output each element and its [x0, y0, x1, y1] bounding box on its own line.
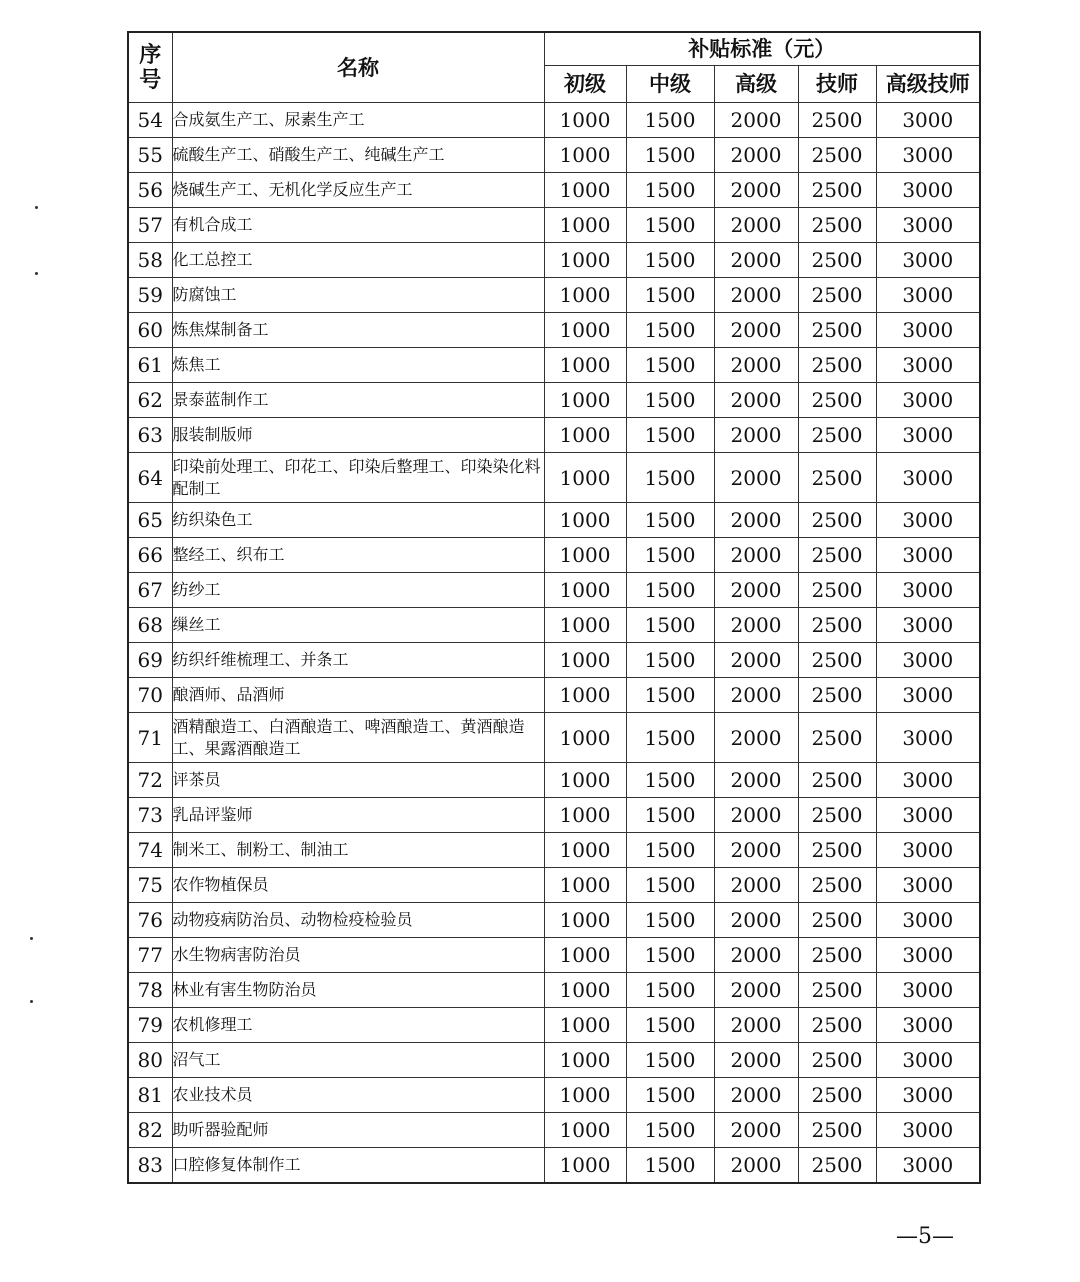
table-row: [128, 833, 980, 868]
row-value-senior: 2000: [714, 833, 798, 868]
row-seq: 78: [128, 973, 172, 1008]
header-subsidy-standard: 补贴标准（元）: [544, 32, 980, 66]
row-value-senior-technician: 3000: [876, 608, 980, 643]
table-row: [128, 938, 980, 973]
row-name: 硫酸生产工、硝酸生产工、纯碱生产工: [172, 138, 544, 173]
row-seq: 65: [128, 503, 172, 538]
row-value-senior: 2000: [714, 208, 798, 243]
row-value-technician: 2500: [798, 103, 876, 138]
row-value-technician: 2500: [798, 1113, 876, 1148]
table-row: [128, 418, 980, 453]
header-seq: [128, 32, 172, 103]
row-value-junior: 1000: [544, 243, 626, 278]
row-value-senior-technician: 3000: [876, 973, 980, 1008]
row-value-technician: 2500: [798, 868, 876, 903]
row-value-senior-technician: 3000: [876, 868, 980, 903]
table-row: [128, 173, 980, 208]
row-name: 沼气工: [172, 1043, 544, 1078]
table-row: [128, 1113, 980, 1148]
row-value-senior-technician: 3000: [876, 1078, 980, 1113]
row-name: 酿酒师、品酒师: [172, 678, 544, 713]
row-value-senior: 2000: [714, 1008, 798, 1043]
row-value-junior: 1000: [544, 763, 626, 798]
row-value-technician: 2500: [798, 138, 876, 173]
row-value-technician: 2500: [798, 1043, 876, 1078]
row-value-senior: 2000: [714, 138, 798, 173]
row-seq: 83: [128, 1148, 172, 1183]
row-value-senior: 2000: [714, 538, 798, 573]
row-name: 农业技术员: [172, 1078, 544, 1113]
table-row: [128, 538, 980, 573]
row-value-senior: 2000: [714, 868, 798, 903]
row-seq: 82: [128, 1113, 172, 1148]
table-row: [128, 798, 980, 833]
table-row: [128, 313, 980, 348]
table-row: [128, 1148, 980, 1183]
row-value-senior-technician: 3000: [876, 763, 980, 798]
row-value-technician: 2500: [798, 643, 876, 678]
row-value-technician: 2500: [798, 798, 876, 833]
row-value-junior: 1000: [544, 278, 626, 313]
row-value-junior: 1000: [544, 313, 626, 348]
row-value-junior: 1000: [544, 1008, 626, 1043]
row-seq: 73: [128, 798, 172, 833]
row-value-technician: 2500: [798, 1148, 876, 1183]
row-value-senior: 2000: [714, 313, 798, 348]
header-level-intermediate: 中级: [626, 66, 714, 103]
row-seq: 79: [128, 1008, 172, 1043]
row-seq: 67: [128, 573, 172, 608]
row-name: 林业有害生物防治员: [172, 973, 544, 1008]
header-level-technician: 技师: [798, 66, 876, 103]
row-value-technician: 2500: [798, 503, 876, 538]
row-value-intermediate: 1500: [626, 243, 714, 278]
row-name: 水生物病害防治员: [172, 938, 544, 973]
row-name: 防腐蚀工: [172, 278, 544, 313]
row-value-junior: 1000: [544, 173, 626, 208]
row-name: 炼焦煤制备工: [172, 313, 544, 348]
row-value-intermediate: 1500: [626, 573, 714, 608]
row-value-senior-technician: 3000: [876, 1148, 980, 1183]
row-value-junior: 1000: [544, 938, 626, 973]
row-name: 纺织纤维梳理工、并条工: [172, 643, 544, 678]
row-value-intermediate: 1500: [626, 383, 714, 418]
row-value-intermediate: 1500: [626, 1113, 714, 1148]
row-value-junior: 1000: [544, 868, 626, 903]
row-value-senior-technician: 3000: [876, 713, 980, 763]
table-row: [128, 243, 980, 278]
row-seq: 72: [128, 763, 172, 798]
row-name: 动物疫病防治员、动物检疫检验员: [172, 903, 544, 938]
row-seq: 74: [128, 833, 172, 868]
row-value-technician: 2500: [798, 453, 876, 503]
row-value-senior-technician: 3000: [876, 138, 980, 173]
row-value-intermediate: 1500: [626, 313, 714, 348]
row-seq: 80: [128, 1043, 172, 1078]
row-value-junior: 1000: [544, 798, 626, 833]
row-value-technician: 2500: [798, 763, 876, 798]
row-seq: 59: [128, 278, 172, 313]
row-value-technician: 2500: [798, 383, 876, 418]
row-value-technician: 2500: [798, 903, 876, 938]
table-row: [128, 573, 980, 608]
table-row: [128, 138, 980, 173]
row-seq: 77: [128, 938, 172, 973]
row-value-technician: 2500: [798, 348, 876, 383]
scan-speck: [35, 206, 38, 209]
row-seq: 64: [128, 453, 172, 503]
row-value-senior-technician: 3000: [876, 1113, 980, 1148]
row-value-senior: 2000: [714, 1148, 798, 1183]
row-value-technician: 2500: [798, 833, 876, 868]
row-value-senior: 2000: [714, 173, 798, 208]
scan-speck: [30, 937, 33, 940]
header-level-senior-technician: 高级技师: [876, 66, 980, 103]
row-value-senior-technician: 3000: [876, 678, 980, 713]
row-seq: 60: [128, 313, 172, 348]
table-row: [128, 278, 980, 313]
row-value-senior-technician: 3000: [876, 938, 980, 973]
table-row: [128, 903, 980, 938]
row-value-senior: 2000: [714, 243, 798, 278]
row-value-intermediate: 1500: [626, 1078, 714, 1113]
row-seq: 54: [128, 103, 172, 138]
row-value-intermediate: 1500: [626, 278, 714, 313]
table-row: [128, 678, 980, 713]
row-value-senior: 2000: [714, 573, 798, 608]
row-value-intermediate: 1500: [626, 763, 714, 798]
row-value-senior: 2000: [714, 903, 798, 938]
scan-speck: [35, 272, 38, 275]
row-value-senior-technician: 3000: [876, 798, 980, 833]
row-value-senior-technician: 3000: [876, 833, 980, 868]
row-seq: 81: [128, 1078, 172, 1113]
row-value-senior: 2000: [714, 643, 798, 678]
row-value-technician: 2500: [798, 973, 876, 1008]
row-name: 农作物植保员: [172, 868, 544, 903]
row-value-technician: 2500: [798, 1078, 876, 1113]
row-name: 印染前处理工、印花工、印染后整理工、印染染化料配制工: [172, 453, 544, 503]
row-value-intermediate: 1500: [626, 903, 714, 938]
row-name: 酒精酿造工、白酒酿造工、啤酒酿造工、黄酒酿造工、果露酒酿造工: [172, 713, 544, 763]
row-value-intermediate: 1500: [626, 868, 714, 903]
row-value-junior: 1000: [544, 138, 626, 173]
row-value-junior: 1000: [544, 103, 626, 138]
row-value-junior: 1000: [544, 573, 626, 608]
table-row: [128, 608, 980, 643]
row-value-junior: 1000: [544, 208, 626, 243]
row-value-senior: 2000: [714, 1078, 798, 1113]
row-value-senior: 2000: [714, 1113, 798, 1148]
row-value-senior-technician: 3000: [876, 453, 980, 503]
row-value-intermediate: 1500: [626, 973, 714, 1008]
row-value-junior: 1000: [544, 1043, 626, 1078]
row-name: 整经工、织布工: [172, 538, 544, 573]
row-value-intermediate: 1500: [626, 538, 714, 573]
row-value-junior: 1000: [544, 903, 626, 938]
row-value-senior-technician: 3000: [876, 103, 980, 138]
row-value-junior: 1000: [544, 973, 626, 1008]
row-value-technician: 2500: [798, 313, 876, 348]
row-value-junior: 1000: [544, 643, 626, 678]
row-value-intermediate: 1500: [626, 503, 714, 538]
row-value-senior-technician: 3000: [876, 643, 980, 678]
row-name: 化工总控工: [172, 243, 544, 278]
row-value-senior-technician: 3000: [876, 1043, 980, 1078]
row-name: 有机合成工: [172, 208, 544, 243]
row-value-intermediate: 1500: [626, 173, 714, 208]
row-name: 烧碱生产工、无机化学反应生产工: [172, 173, 544, 208]
row-value-technician: 2500: [798, 1008, 876, 1043]
table-row: [128, 713, 980, 763]
header-row-top: [128, 32, 980, 66]
row-value-junior: 1000: [544, 1113, 626, 1148]
row-seq: 57: [128, 208, 172, 243]
row-value-senior: 2000: [714, 503, 798, 538]
row-seq: 76: [128, 903, 172, 938]
row-name: 纺纱工: [172, 573, 544, 608]
row-seq: 69: [128, 643, 172, 678]
row-seq: 56: [128, 173, 172, 208]
table-row: [128, 383, 980, 418]
row-name: 助听器验配师: [172, 1113, 544, 1148]
row-value-senior: 2000: [714, 103, 798, 138]
row-value-intermediate: 1500: [626, 833, 714, 868]
table-row: [128, 643, 980, 678]
row-value-senior: 2000: [714, 798, 798, 833]
row-seq: 55: [128, 138, 172, 173]
row-value-technician: 2500: [798, 418, 876, 453]
row-value-senior-technician: 3000: [876, 538, 980, 573]
header-level-junior: 初级: [544, 66, 626, 103]
subsidy-standard-table: [127, 31, 981, 1184]
row-value-intermediate: 1500: [626, 1008, 714, 1043]
row-value-senior: 2000: [714, 678, 798, 713]
row-seq: 58: [128, 243, 172, 278]
row-value-intermediate: 1500: [626, 608, 714, 643]
table-row: [128, 453, 980, 503]
row-value-junior: 1000: [544, 713, 626, 763]
header-name: 名称: [172, 32, 544, 103]
table-row: [128, 1043, 980, 1078]
row-value-senior-technician: 3000: [876, 383, 980, 418]
row-seq: 68: [128, 608, 172, 643]
row-value-junior: 1000: [544, 833, 626, 868]
row-value-senior-technician: 3000: [876, 173, 980, 208]
header-seq-label: 序号: [139, 42, 162, 93]
row-value-intermediate: 1500: [626, 643, 714, 678]
row-value-senior: 2000: [714, 973, 798, 1008]
row-name: 缫丝工: [172, 608, 544, 643]
row-seq: 63: [128, 418, 172, 453]
row-value-senior-technician: 3000: [876, 903, 980, 938]
row-name: 合成氨生产工、尿素生产工: [172, 103, 544, 138]
table-body: [128, 103, 980, 1183]
row-value-intermediate: 1500: [626, 348, 714, 383]
row-value-senior: 2000: [714, 608, 798, 643]
row-value-technician: 2500: [798, 573, 876, 608]
row-value-senior: 2000: [714, 1043, 798, 1078]
row-name: 乳品评鉴师: [172, 798, 544, 833]
row-value-senior: 2000: [714, 418, 798, 453]
row-value-senior: 2000: [714, 278, 798, 313]
row-value-senior-technician: 3000: [876, 208, 980, 243]
row-value-intermediate: 1500: [626, 938, 714, 973]
row-value-technician: 2500: [798, 278, 876, 313]
row-value-senior-technician: 3000: [876, 503, 980, 538]
table-row: [128, 868, 980, 903]
row-value-intermediate: 1500: [626, 713, 714, 763]
row-value-senior: 2000: [714, 763, 798, 798]
table-row: [128, 1078, 980, 1113]
row-value-technician: 2500: [798, 938, 876, 973]
table-header: [128, 32, 980, 103]
row-value-technician: 2500: [798, 208, 876, 243]
row-value-senior: 2000: [714, 383, 798, 418]
table-row: [128, 973, 980, 1008]
row-value-technician: 2500: [798, 243, 876, 278]
row-name: 农机修理工: [172, 1008, 544, 1043]
row-value-senior-technician: 3000: [876, 243, 980, 278]
row-value-intermediate: 1500: [626, 103, 714, 138]
row-value-intermediate: 1500: [626, 798, 714, 833]
row-value-junior: 1000: [544, 608, 626, 643]
row-value-junior: 1000: [544, 453, 626, 503]
row-value-junior: 1000: [544, 1148, 626, 1183]
row-value-junior: 1000: [544, 383, 626, 418]
row-seq: 70: [128, 678, 172, 713]
row-value-intermediate: 1500: [626, 453, 714, 503]
table-row: [128, 503, 980, 538]
row-seq: 71: [128, 713, 172, 763]
table-row: [128, 348, 980, 383]
row-value-junior: 1000: [544, 1078, 626, 1113]
table-row: [128, 103, 980, 138]
row-value-senior-technician: 3000: [876, 1008, 980, 1043]
table-row: [128, 1008, 980, 1043]
row-value-senior-technician: 3000: [876, 573, 980, 608]
row-value-technician: 2500: [798, 538, 876, 573]
row-value-senior-technician: 3000: [876, 418, 980, 453]
row-name: 纺织染色工: [172, 503, 544, 538]
row-value-junior: 1000: [544, 678, 626, 713]
row-seq: 61: [128, 348, 172, 383]
row-value-senior: 2000: [714, 713, 798, 763]
header-level-senior: 高级: [714, 66, 798, 103]
row-value-technician: 2500: [798, 608, 876, 643]
row-name: 炼焦工: [172, 348, 544, 383]
table-row: [128, 208, 980, 243]
row-value-senior-technician: 3000: [876, 313, 980, 348]
row-value-technician: 2500: [798, 678, 876, 713]
row-name: 评茶员: [172, 763, 544, 798]
row-value-junior: 1000: [544, 538, 626, 573]
row-seq: 66: [128, 538, 172, 573]
row-value-intermediate: 1500: [626, 678, 714, 713]
row-value-senior-technician: 3000: [876, 278, 980, 313]
row-value-technician: 2500: [798, 173, 876, 208]
row-seq: 75: [128, 868, 172, 903]
row-name: 制米工、制粉工、制油工: [172, 833, 544, 868]
table-row: [128, 763, 980, 798]
row-value-senior: 2000: [714, 453, 798, 503]
row-value-junior: 1000: [544, 503, 626, 538]
row-value-senior: 2000: [714, 938, 798, 973]
row-value-senior-technician: 3000: [876, 348, 980, 383]
row-value-intermediate: 1500: [626, 208, 714, 243]
row-value-junior: 1000: [544, 348, 626, 383]
row-seq: 62: [128, 383, 172, 418]
row-value-intermediate: 1500: [626, 418, 714, 453]
row-value-technician: 2500: [798, 713, 876, 763]
row-name: 景泰蓝制作工: [172, 383, 544, 418]
row-name: 口腔修复体制作工: [172, 1148, 544, 1183]
row-value-senior: 2000: [714, 348, 798, 383]
row-value-intermediate: 1500: [626, 1148, 714, 1183]
row-value-intermediate: 1500: [626, 1043, 714, 1078]
row-value-intermediate: 1500: [626, 138, 714, 173]
scan-speck: [30, 1000, 33, 1003]
page-number: —5—: [896, 1224, 954, 1249]
row-name: 服装制版师: [172, 418, 544, 453]
row-value-junior: 1000: [544, 418, 626, 453]
